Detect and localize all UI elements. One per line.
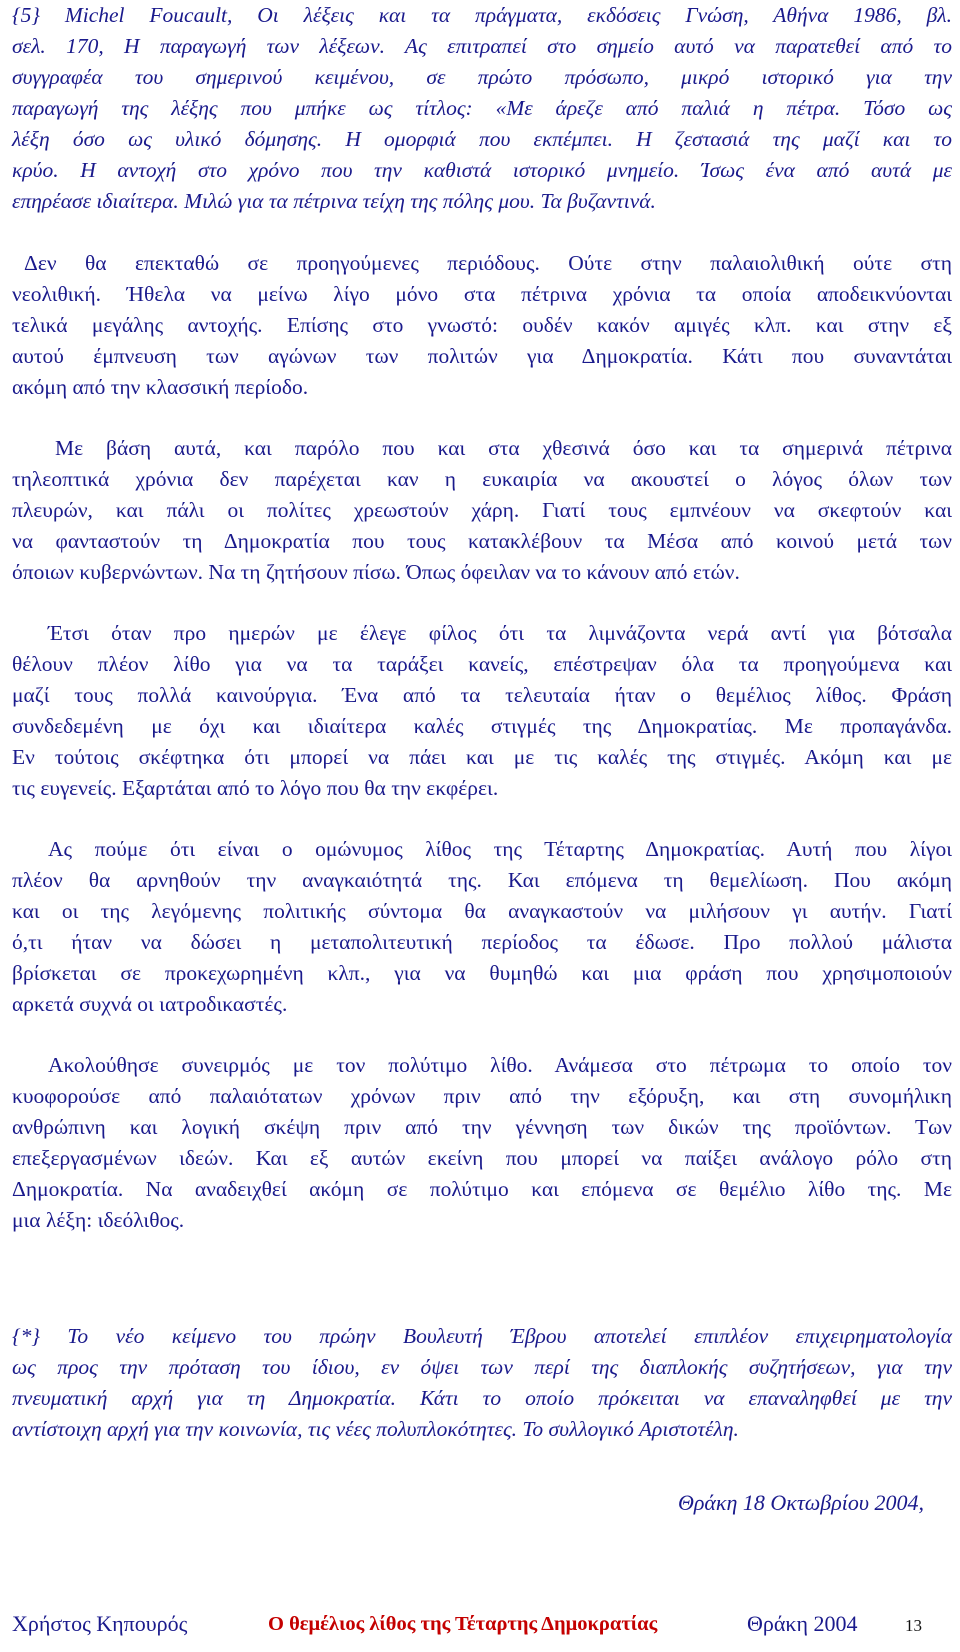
paragraph-3 [12, 618, 952, 804]
paragraph-line: Δημοκρατία. Να αναδειχθεί ακόμη σε πολύτιμο και επόμενα σε θεμέλιο λίθο της. Με [12, 1177, 952, 1201]
footnote-5-line: σελ. 170, Η παραγωγή των λέξεων. Ας επιτραπεί στο σημείο αυτό να παρατεθεί από το [12, 34, 952, 58]
signature-date: Θράκη 18 Οκτωβρίου 2004, [677, 1490, 924, 1515]
paragraph-4 [12, 834, 952, 1020]
paragraph-line: τηλεοπτικά χρόνια δεν παρέχεται καν η ευκαιρία να ακουστεί ο λόγος όλων των [12, 467, 952, 491]
paragraph-5 [12, 1050, 952, 1236]
paragraph-1 [12, 248, 952, 403]
paragraph-line: αυτού έμπνευση των αγώνων των πολιτών για Δημοκρατία. Κάτι που συναντάται [12, 344, 952, 368]
paragraph-line: Ακολούθησε συνειρμός με τον πολύτιμο λίθο. Ανάμεσα στο πέτρωμα το οποίο τον [48, 1053, 952, 1077]
paragraph-2 [12, 433, 952, 588]
paragraph-line: μαζί τους πολλά καινούργια. Ένα από τα τελευταία ήταν ο θεμέλιος λίθος. Φράση [12, 683, 952, 707]
paragraph-line: και οι της λεγόμενης πολιτικής σύντομα θα αναγκαστούν να μιλήσουν γι αυτήν. Γιατί [12, 899, 952, 923]
paragraph-line: βρίσκεται σε προκεχωρημένη κλπ., για να θυμηθώ και μια φράση που χρησιμοποιούν [12, 961, 952, 985]
paragraph-line: Έτσι όταν προ ημερών με έλεγε φίλος ότι τα λιμνάζοντα νερά αντί για βότσαλα [48, 621, 952, 645]
paragraph-line: πλευρών, και πάλι οι πολίτες χρεωστούν χάρη. Γιατί τους εμπνέουν να σκεφτούν και [12, 498, 952, 522]
paragraph-line: Ας πούμε ότι είναι ο ομώνυμος λίθος της Τέταρτης Δημοκρατίας. Αυτή που λίγοι [48, 837, 952, 861]
paragraph-line: επεξεργασμένων ιδεών. Και εξ αυτών εκείνη που μπορεί να παίξει ανάλογο ρόλο στη [12, 1146, 952, 1170]
footnote-star-line: αντίστοιχη αρχή για την κοινωνία, τις νέες πολυπλοκότητες. Το συλλογικό Αριστοτέλη. [12, 1417, 739, 1441]
paragraph-line: νεολιθική. Ήθελα να μείνω λίγο μόνο στα πέτρινα χρόνια τα οποία αποδεικνύονται [12, 282, 952, 306]
paragraph-line: να φανταστούν τη Δημοκρατία που τους κατακλέβουν τα Μέσα από κοινού μετά των [12, 529, 952, 553]
footnote-5-line: συγγραφέα του σημερινού κειμένου, σε πρώτο πρόσωπο, μικρό ιστορικό για την [12, 65, 952, 89]
paragraph-line: μια λέξη: ιδεόλιθος. [12, 1208, 185, 1232]
footer-author: Χρήστος Κηπουρός [12, 1611, 188, 1636]
footnote-5-line: {5} Michel Foucault, Οι λέξεις και τα πράγματα, εκδόσεις Γνώση, Αθήνα 1986, βλ. [12, 3, 952, 27]
paragraph-line: ανθρώπινη και λογική σκέψη πριν από την γέννηση των δικών της προϊόντων. Των [12, 1115, 952, 1139]
footnote-star-line: {*} Το νέο κείμενο του πρώην Βουλευτή Έβρου αποτελεί επιπλέον επιχειρηματολογία [12, 1324, 952, 1348]
footer-place-year: Θράκη 2004 [747, 1611, 858, 1636]
paragraph-line: όποιων κυβερνώντων. Να τη ζητήσουν πίσω. Όπως όφειλαν να το κάνουν από ετών. [12, 560, 740, 584]
paragraph-line: συνδεδεμένη με όχι και ιδιαίτερα καλές στιγμές της Δημοκρατίας. Με προπαγάνδα. [12, 714, 952, 738]
paragraph-line: Δεν θα επεκταθώ σε προηγούμενες περιόδους. Ούτε στην παλαιολιθική ούτε στη [24, 251, 952, 275]
paragraph-line: Εν τούτοις σκέφτηκα ότι μπορεί να πάει και με τις καλές της στιγμές. Ακόμη και με [12, 745, 952, 769]
footnote-5-line: λέξη όσο ως υλικό δόμησης. Η ομορφιά που εκπέμπει. Η ζεστασιά της μαζί και το [12, 127, 952, 151]
footnote-star-line: ως προς την πρόταση του ίδιου, εν όψει των περί της διαπλοκής συζητήσεων, για την [12, 1355, 952, 1379]
paragraph-line: πλέον θα αρνηθούν την αναγκαιότητά της. Και επόμενα τη θεμελίωση. Που ακόμη [12, 868, 952, 892]
paragraph-line: ό,τι ήταν να δώσει η μεταπολιτευτική περίοδος τα έδωσε. Προ πολλού μάλιστα [12, 930, 952, 954]
footnote-star [12, 1321, 952, 1445]
paragraph-line: κυοφορούσε από παλαιότατων χρόνων πριν από την εξόρυξη, και στη συνομήλικη [12, 1084, 952, 1108]
page-footer [12, 1607, 952, 1641]
paragraph-line: αρκετά συχνά οι ιατροδικαστές. [12, 992, 288, 1016]
footnote-5 [12, 0, 952, 217]
paragraph-line: Με βάση αυτά, και παρόλο που και στα χθεσινά όσο και τα σημερινά πέτρινα [55, 436, 952, 460]
paragraph-line: τις ευγενείς. Εξαρτάται από το λόγο που θα την εκφέρει. [12, 776, 499, 800]
footnote-5-line: επηρέασε ιδιαίτερα. Μιλώ για τα πέτρινα τείχη της πόλης μου. Τα βυζαντινά. [12, 189, 656, 213]
footnote-5-line: παραγωγή της λέξης που μπήκε ως τίτλος: «Με άρεζε από παλιά η πέτρα. Τόσο ως [12, 96, 952, 120]
paragraph-line: τελικά μεγάλης αντοχής. Επίσης στο γνωστό: ουδέν κακόν αμιγές κλπ. και στην εξ [12, 313, 952, 337]
page-number: 13 [905, 1616, 922, 1635]
footer-title: Ο θεμέλιος λίθος της Τέταρτης Δημοκρατίας [268, 1613, 658, 1635]
paragraph-line: θέλουν πλέον λίθο για να τα ταράξει κανείς, επέστρεψαν όλα τα προηγούμενα και [12, 652, 952, 676]
paragraph-line: ακόμη από την κλασσική περίοδο. [12, 375, 309, 399]
footnote-5-line: κρύο. Η αντοχή στο χρόνο που την καθιστά ιστορικό μνημείο. Ίσως ένα από αυτά με [12, 158, 952, 182]
footnote-star-line: πνευματική αρχή για τη Δημοκρατία. Κάτι το οποίο πρόκειται να επαναληφθεί με την [12, 1386, 952, 1410]
